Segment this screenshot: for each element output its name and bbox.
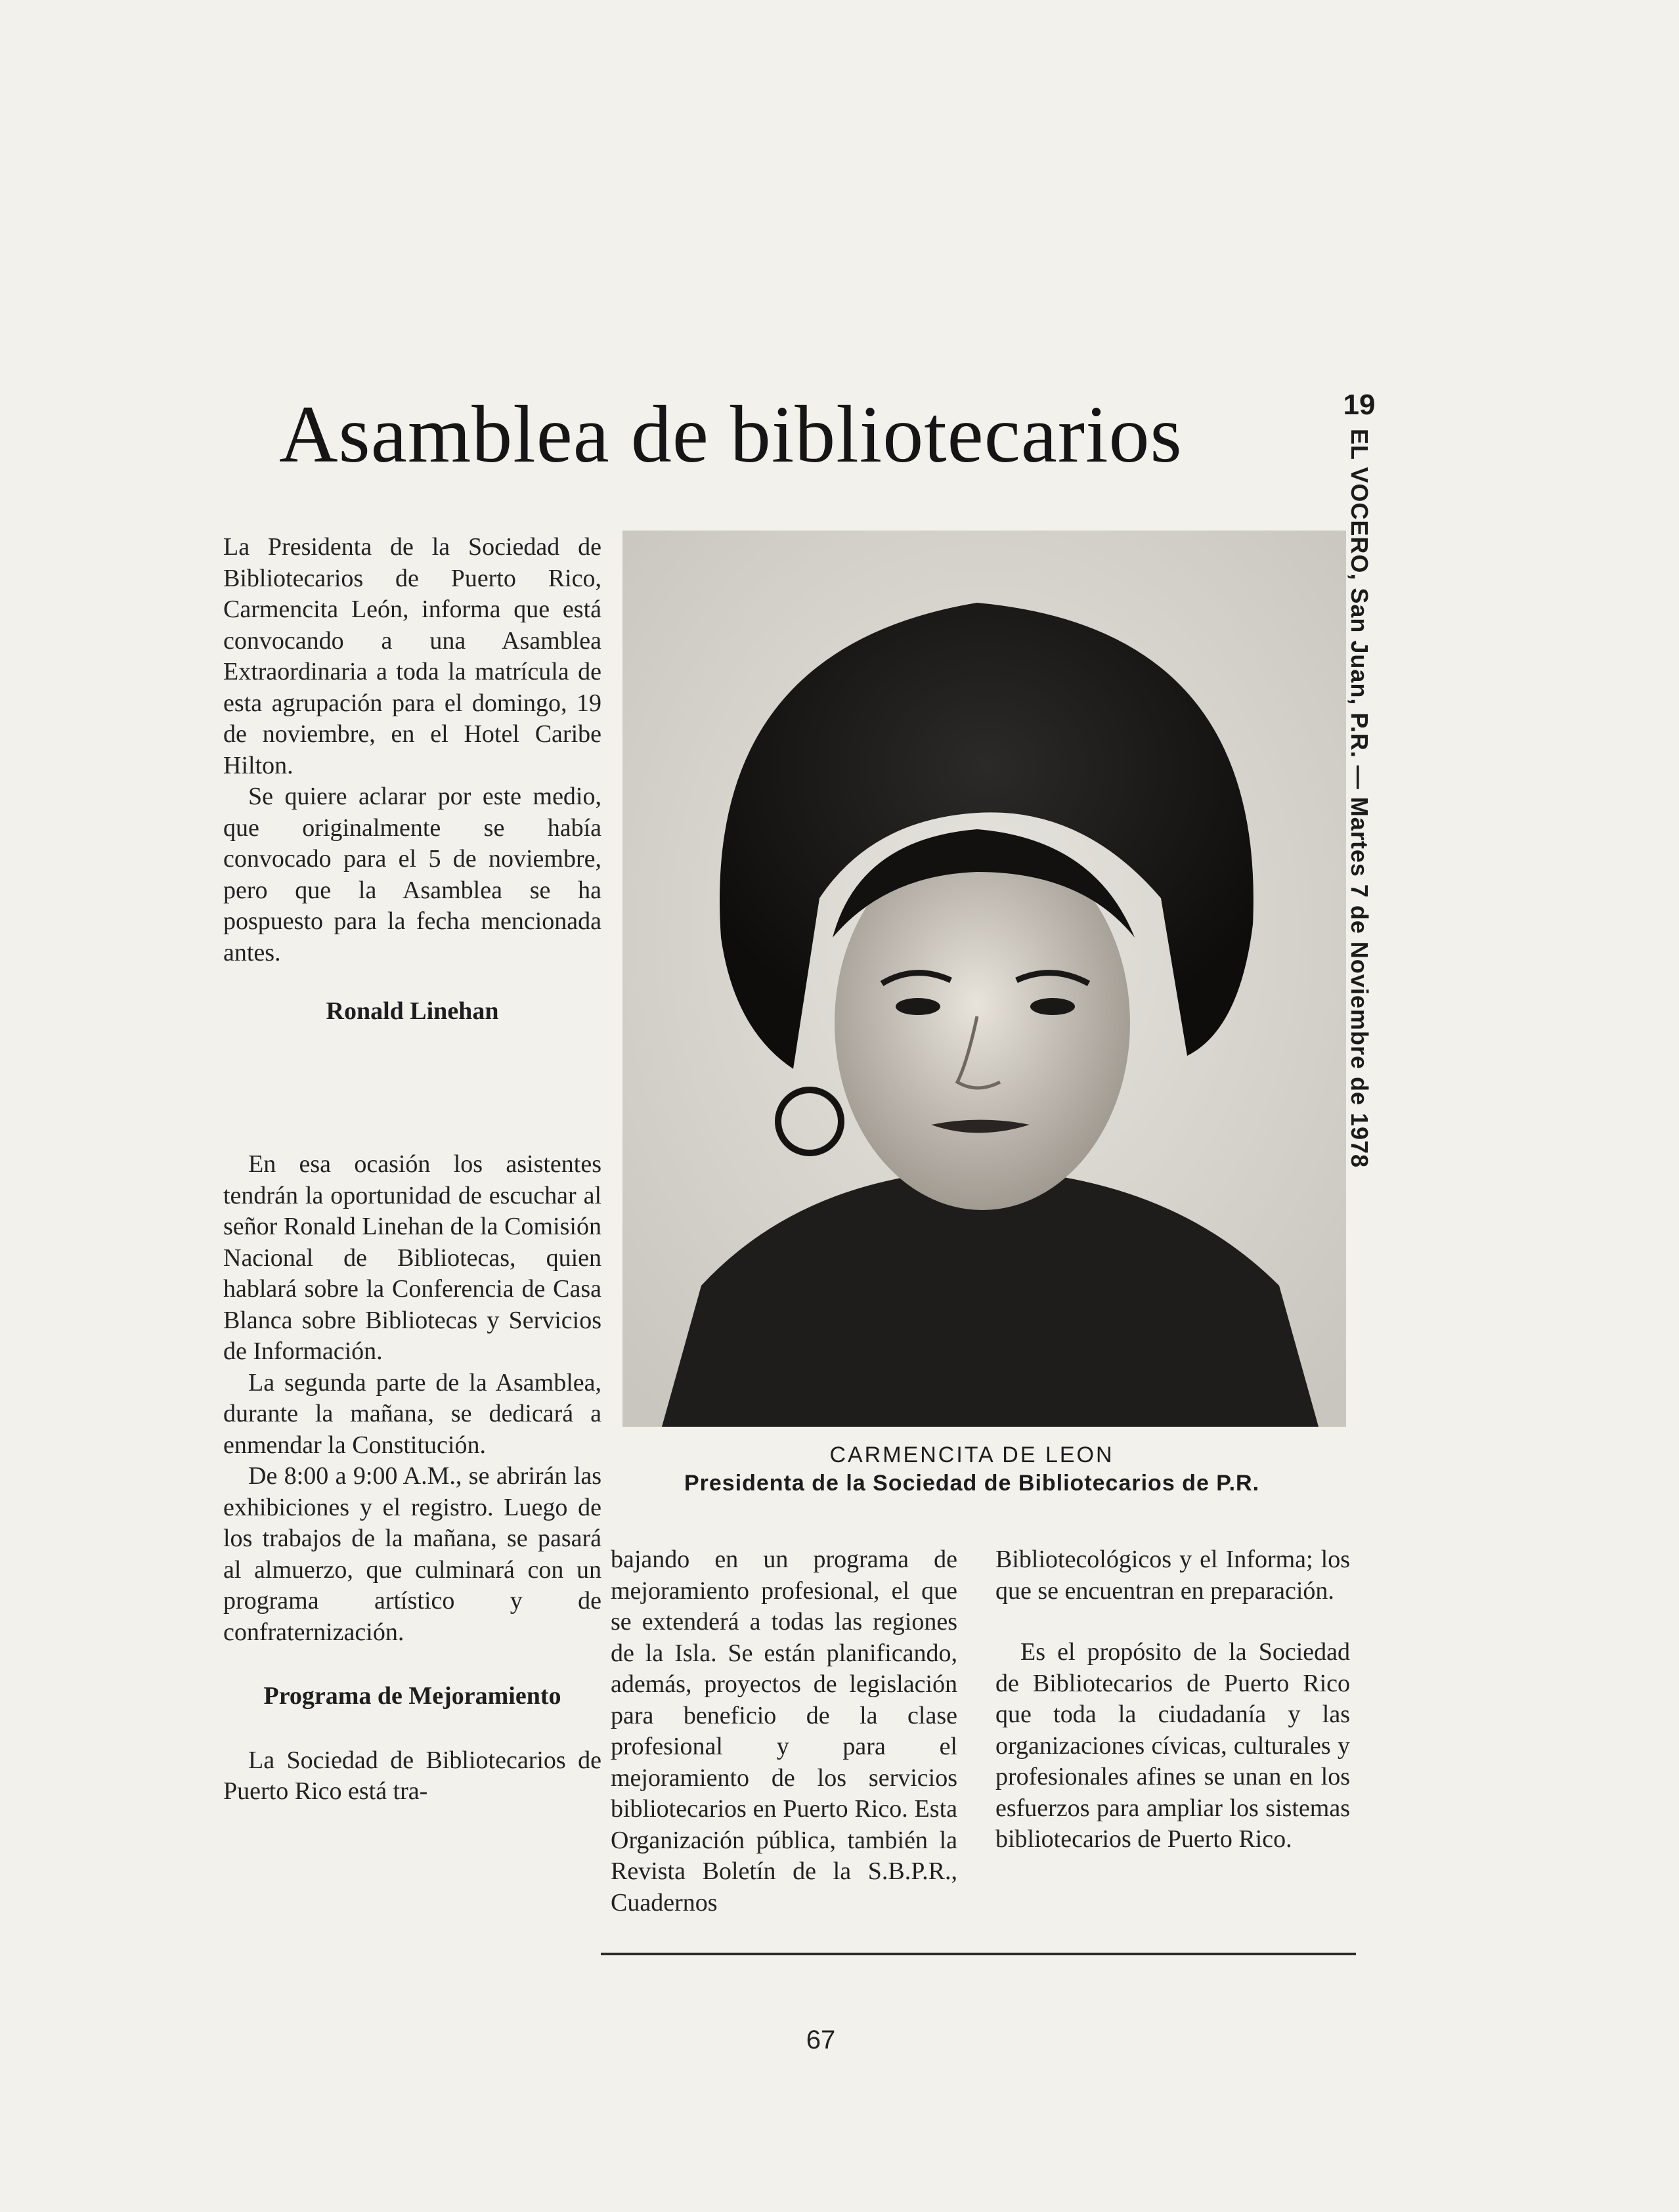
article-paragraph: La Presidenta de la Sociedad de Bibliotecarios de Puerto Rico, Carmencita León, informa que está convocando a una Asamblea Extraordinaria a toda la matrícula de esta agrupación para el domingo, 19 de noviembre, en el Hotel Caribe Hilton. (223, 533, 601, 779)
newspaper-dateline: EL VOCERO, San Juan, P.R. — Martes 7 de Noviembre de 1978 (1346, 429, 1373, 1169)
article-paragraph: bajando en un programa de mejoramiento profesional, el que se extenderá a todas las regiones de la Isla. Se están planificando, además, proyectos de legislación para beneficio de la clase profesional y para el mejoramiento de los servicios bibliotecarios en Puerto Rico. Esta Organización pública, también la Revista Boletín de la S.B.P.R., Cuadernos (611, 1546, 957, 1917)
article-title: Asamblea de bibliotecarios (279, 389, 1183, 479)
page-number: 67 (806, 2026, 836, 2054)
section-heading-ronald-linehan: Ronald Linehan (326, 997, 499, 1025)
article-paragraph: Es el propósito de la Sociedad de Bibliotecarios de Puerto Rico que toda la ciudadanía y las organizaciones cívicas, culturales y profesionales afines se unan en los esfuerzos para ampliar los sistemas bibliotecarios de Puerto Rico. (995, 1638, 1350, 1853)
side-page-number: 19 (1343, 389, 1376, 421)
article-paragraph: Se quiere aclarar por este medio, que originalmente se había convocado para el 5 de noviembre, pero que la Asamblea se ha pospuesto para la fecha mencionada antes. (223, 783, 601, 966)
article-paragraph: La Sociedad de Bibliotecarios de Puerto Rico está tra- (223, 1746, 601, 1805)
article-column-1-bottom (223, 1149, 601, 1808)
article-paragraph: En esa ocasión los asistentes tendrán la oportunidad de escuchar al señor Ronald Linehan de la Comisión Nacional de Bibliotecas, quien hablará sobre la Conferencia de Casa Blanca sobre Bibliotecas y Servicios de Información. (223, 1150, 601, 1365)
caption-role: Presidenta de la Sociedad de Bibliotecarios de P.R. (684, 1471, 1260, 1496)
bottom-rule (601, 1953, 1356, 1955)
article-column-1-top (223, 532, 601, 1028)
photo-caption (611, 1441, 1333, 1498)
section-heading-programa: Programa de Mejoramiento (263, 1682, 561, 1710)
caption-name: CARMENCITA DE LEON (829, 1442, 1114, 1467)
article-paragraph: Bibliotecológicos y el Informa; los que se encuentran en preparación. (995, 1546, 1350, 1605)
article-column-2 (611, 1544, 957, 1919)
portrait-image (622, 531, 1346, 1427)
article-column-3 (995, 1544, 1350, 1855)
article-paragraph: La segunda parte de la Asamblea, durante la mañana, se dedicará a enmendar la Constitución. (223, 1368, 601, 1459)
portrait-photo (622, 531, 1346, 1427)
article-paragraph: De 8:00 a 9:00 A.M., se abrirán las exhibiciones y el registro. Luego de los trabajos de la mañana, se pasará al almuerzo, que culminará con un programa artístico y de confraternización. (223, 1462, 601, 1646)
